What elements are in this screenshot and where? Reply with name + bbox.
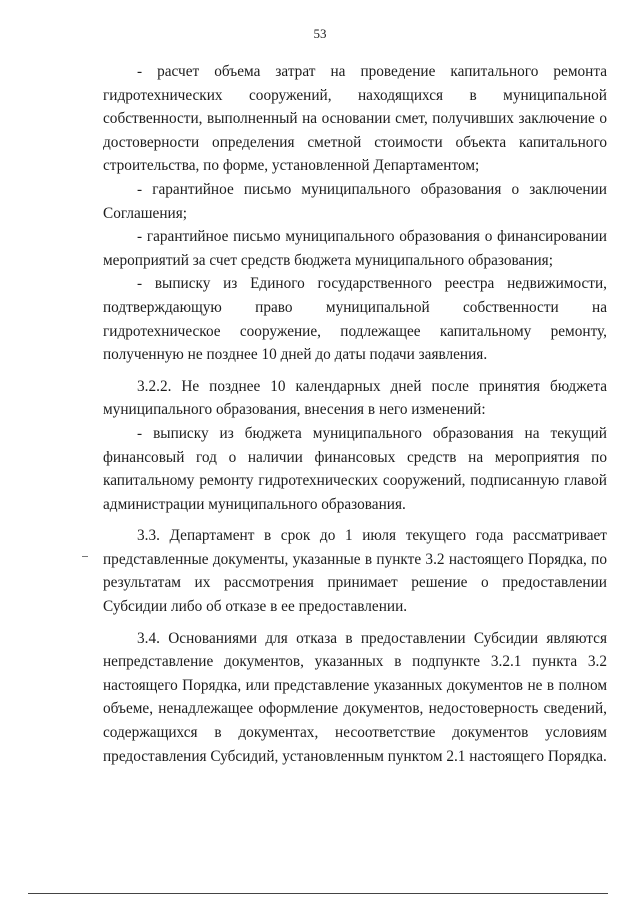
margin-mark bbox=[82, 556, 88, 557]
paragraph: - гарантийное письмо муниципального образования о заключении Соглашения; bbox=[103, 180, 607, 222]
paragraph: - выписку из Единого государственного реестра недвижимости, подтверждающую право муниципальной собственности на гидротехническое сооружение, подлежащее капитальному ремонту, полученную не позднее 10 дней до даты подачи заявления. bbox=[103, 275, 607, 364]
document-body bbox=[103, 60, 607, 768]
paragraph: - гарантийное письмо муниципального образования о финансировании мероприятий за счет средств бюджета муниципального образования; bbox=[103, 228, 607, 269]
paragraph: - выписку из бюджета муниципального образования на текущий финансовый год о наличии финансовых средств на мероприятия по капитальному ремонту гидротехнических сооружений, подписанную главой администрации муниципального образования. bbox=[103, 424, 607, 513]
footer-rule bbox=[28, 893, 608, 894]
paragraph: 3.4. Основаниями для отказа в предоставлении Субсидии являются непредставление документов, указанных в подпункте 3.2.1 пункта 3.2 настоящего Порядка, или представление указанных документов не в полном объеме, ненадлежащее оформление документов, недостоверность сведений, содержащихся в документах, несоответствие документов условиям предоставления Субсидий, установленным пунктом 2.1 настоящего Порядка. bbox=[103, 629, 607, 765]
paragraph: - расчет объема затрат на проведение капитального ремонта гидротехнических сооружений, находящихся в муниципальной собственности, выполненный на основании смет, получивших заключение о достоверности определения сметной стоимости объекта капитального строительства, по форме, установленной Департаментом; bbox=[103, 63, 607, 175]
paragraph: 3.2.2. Не позднее 10 календарных дней после принятия бюджета муниципального образования, внесения в него изменений: bbox=[103, 377, 607, 419]
paragraph: 3.3. Департамент в срок до 1 июля текущего года рассматривает представленные документы, указанные в пункте 3.2 настоящего Порядка, по результатам их рассмотрения принимает решение о предоставлении Субсидии либо об отказе в ее предоставлении. bbox=[103, 527, 607, 616]
page-number: 53 bbox=[313, 26, 327, 41]
